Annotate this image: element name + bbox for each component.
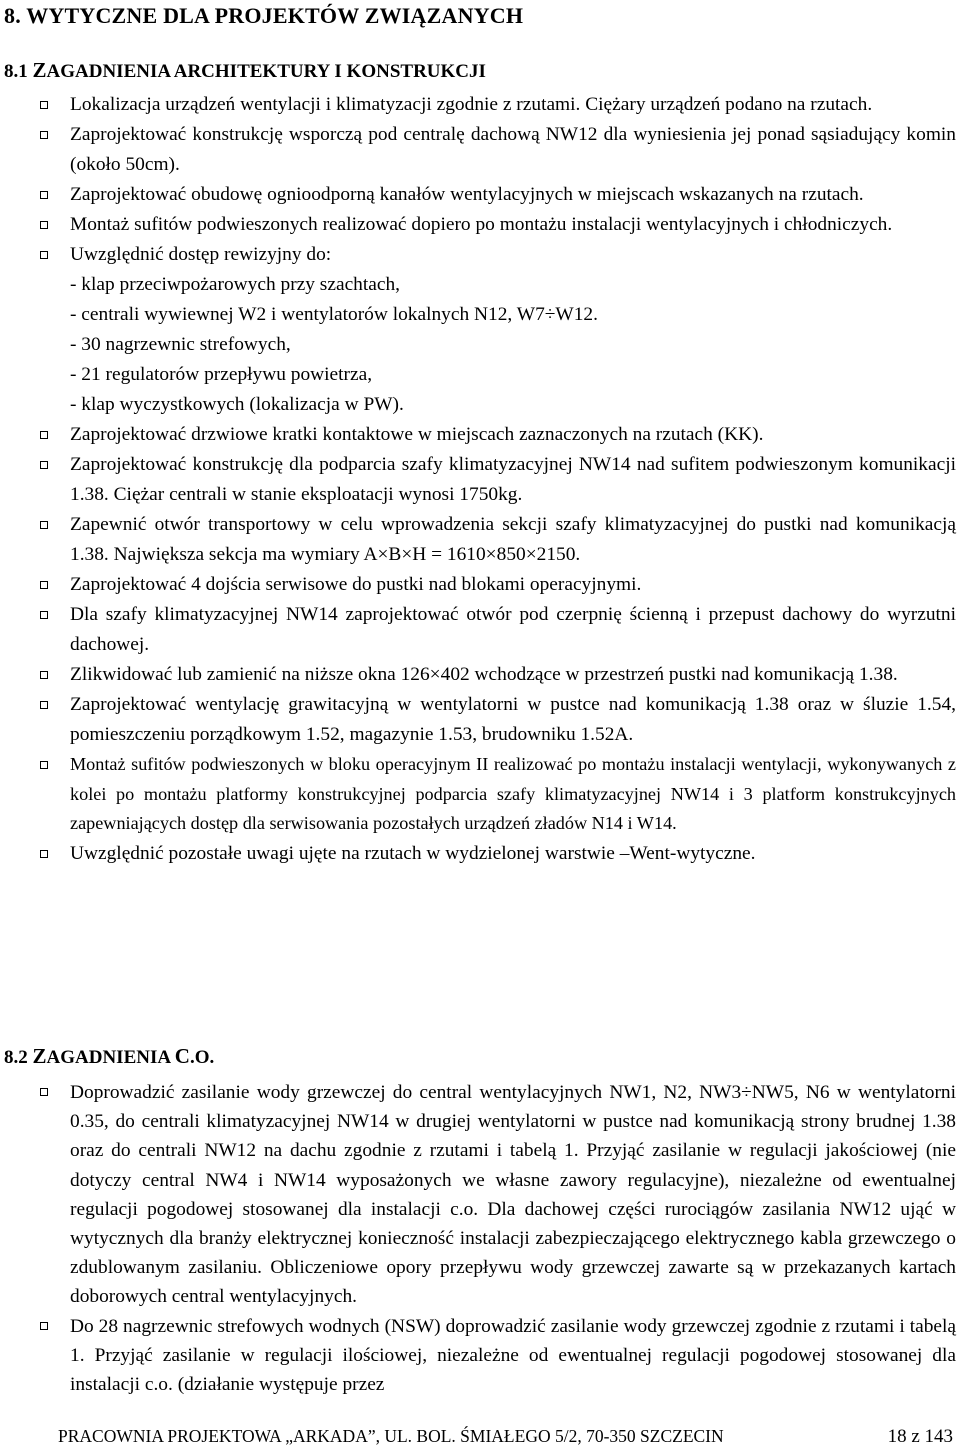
access-line: - klap przeciwpożarowych przy szachtach, (70, 274, 401, 295)
list-item: Montaż sufitów podwieszonych w bloku operacyjnym II realizować po montażu instalacji wentylacji, wykonywanych z kolei po montażu platformy konstrukcyjnej podparcia szafy klimatyzacyjnej NW14 i 3 platform konstrukcyjnych zapewniających dostęp dla serwisowania pozostałych urządzeń zładów N14 i W14. (0, 750, 956, 839)
heating-guidelines-list (0, 1078, 956, 1399)
list-item: Lokalizacja urządzeń wentylacji i klimatyzacji zgodnie z rzutami. Ciężary urządzeń podano na rzutach. (0, 90, 956, 120)
checkbox-bullet-icon (40, 221, 48, 229)
page-number: 18 z 143 (887, 1426, 953, 1447)
list-item: Doprowadzić zasilanie wody grzewczej do central wentylacyjnych NW1, N2, NW3÷NW5, N6 w wentylatorni 0.35, do centrali klimatyzacyjnej NW14 w drugiej wentylatorni w pustce nad komunikacją strony brudnej 1.38 oraz do centrali NW12 na dachu zgodnie z rzutami i tabelą 1. Przyjąć zasilanie w regulacji jakościowej (nie dotyczy central NW4 i NW14 wyposażonych we własne zawory regulacyjne), niezależne od ewentualnej regulacji pogodowej stosowanej dla instalacji c.o. Dla dachowej części rurociągów zasilania NW12 ująć w wytycznych dla branży elektrycznej konieczność instalacji zabezpieczającego elektrycznego kabla grzewczego o zdublowanym zasilaniu. Obliczeniowe opory przepływu wody grzewczej zawarte są w przekazanych kartach doborowych central wentylacyjnych. (0, 1078, 956, 1312)
section-title: AGADNIENIA (46, 1047, 175, 1068)
footer-company: PRACOWNIA PROJEKTOWA „ARKADA”, UL. BOL. ŚMIAŁEGO 5/2, 70-350 SZCZECIN (58, 1426, 724, 1446)
list-item: Dla szafy klimatyzacyjnej NW14 zaprojektować otwór pod czerpnię ścienną i przepust dachowy do wyrzutni dachowej. (0, 600, 956, 660)
access-line: - centrali wywiewnej W2 i wentylatorów lokalnych N12, W7÷W12. (70, 304, 598, 325)
checkbox-bullet-icon (40, 251, 48, 259)
page-footer (58, 1426, 953, 1447)
checkbox-bullet-icon (40, 101, 48, 109)
section-title-initial: Z (32, 1044, 47, 1068)
list-item: Montaż sufitów podwieszonych realizować dopiero po montażu instalacji wentylacyjnych i chłodniczych. (0, 210, 956, 240)
list-item: Do 28 nagrzewnic strefowych wodnych (NSW) doprowadzić zasilanie wody grzewczej zgodnie z rzutami i tabelą 1. Przyjąć zasilanie w regulacji ilościowej, niezależne od ewentualnej regulacji pogodowej stosowanej dla instalacji c.o. (działanie występuje przez (0, 1312, 956, 1400)
list-item: Zaprojektować konstrukcję dla podparcia szafy klimatyzacyjnej NW14 nad sufitem podwieszonym komunikacji 1.38. Ciężar centrali w stanie eksploatacji wynosi 1750kg. (0, 450, 956, 510)
section-title-tail: .O. (189, 1047, 215, 1068)
checkbox-bullet-icon (40, 671, 48, 679)
list-item: Uwzględnić pozostałe uwagi ujęte na rzutach w wydzielonej warstwie –Went-wytyczne. (0, 839, 956, 869)
checkbox-bullet-icon (40, 521, 48, 529)
access-intro: Uwzględnić dostęp rewizyjny do: (70, 244, 332, 265)
checkbox-bullet-icon (40, 761, 48, 769)
architecture-guidelines-list (0, 90, 956, 869)
checkbox-bullet-icon (40, 461, 48, 469)
checkbox-bullet-icon (40, 1088, 48, 1096)
checkbox-bullet-icon (40, 701, 48, 709)
section-8-2-heading (4, 1044, 214, 1069)
list-item: Zaprojektować drzwiowe kratki kontaktowe w miejscach zaznaczonych na rzutach (KK). (0, 420, 956, 450)
section-title: AGADNIENIA ARCHITEKTURY I KONSTRUKCJI (46, 61, 486, 82)
section-number: 8.1 (4, 61, 28, 82)
checkbox-bullet-icon (40, 611, 48, 619)
section-number: 8.2 (4, 1047, 28, 1068)
access-line: - 30 nagrzewnic strefowych, (70, 334, 291, 355)
list-item: Zaprojektować obudowę ognioodporną kanałów wentylacyjnych w miejscach wskazanych na rzutach. (0, 180, 956, 210)
list-item: Zapewnić otwór transportowy w celu wprowadzenia sekcji szafy klimatyzacyjnej do pustki nad komunikacją 1.38. Największa sekcja ma wymiary A×B×H = 1610×850×2150. (0, 510, 956, 570)
checkbox-bullet-icon (40, 131, 48, 139)
list-item-access (0, 240, 956, 420)
chapter-heading: 8. WYTYCZNE DLA PROJEKTÓW ZWIĄZANYCH (4, 3, 524, 28)
access-line: - 21 regulatorów przepływu powietrza, (70, 364, 373, 385)
checkbox-bullet-icon (40, 581, 48, 589)
section-title-c: C (174, 1044, 190, 1068)
checkbox-bullet-icon (40, 191, 48, 199)
access-line: - klap wyczystkowych (lokalizacja w PW). (70, 394, 404, 415)
section-8-1-heading (4, 58, 486, 83)
checkbox-bullet-icon (40, 850, 48, 858)
list-item: Zaprojektować konstrukcję wsporczą pod centralę dachową NW12 dla wyniesienia jej ponad sąsiadujący komin (około 50cm). (0, 120, 956, 180)
checkbox-bullet-icon (40, 1322, 48, 1330)
list-item: Zaprojektować wentylację grawitacyjną w wentylatorni w pustce nad komunikacją 1.38 oraz w śluzie 1.54, pomieszczeniu porządkowym 1.52, magazynie 1.53, brudowniku 1.52A. (0, 690, 956, 750)
list-item: Zlikwidować lub zamienić na niższe okna 126×402 wchodzące w przestrzeń pustki nad komunikacją 1.38. (0, 660, 956, 690)
section-title-initial: Z (32, 58, 47, 82)
checkbox-bullet-icon (40, 431, 48, 439)
list-item: Zaprojektować 4 dojścia serwisowe do pustki nad blokami operacyjnymi. (0, 570, 956, 600)
